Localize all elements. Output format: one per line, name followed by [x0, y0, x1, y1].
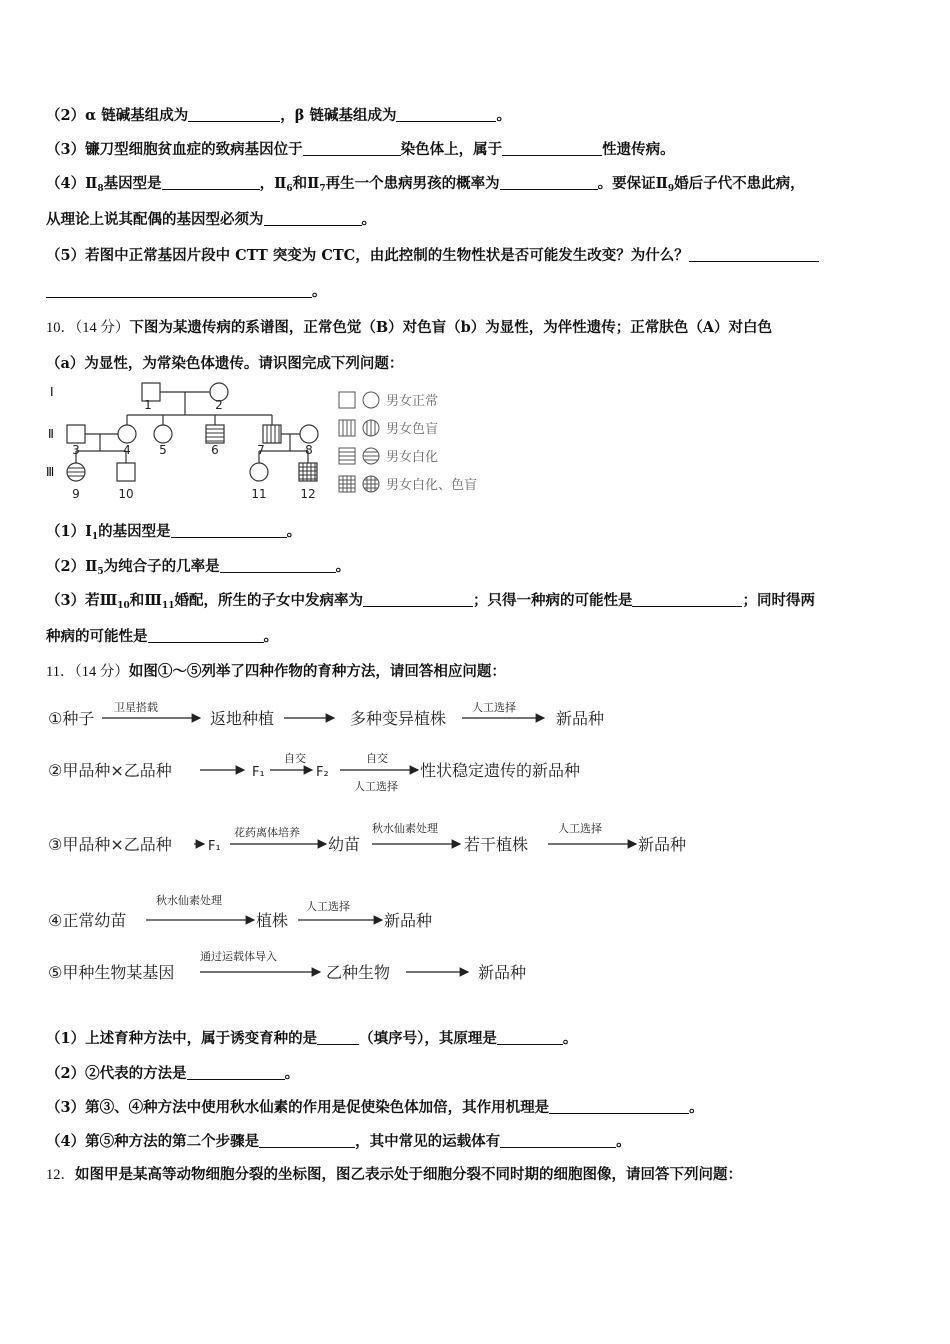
q9-part2: （2）α 链碱基组成为 ，β 链碱基组成为 。 — [46, 107, 511, 124]
answer-blank[interactable] — [148, 628, 264, 643]
legend-colorblind: 男女色盲 — [386, 422, 439, 437]
legend-both: 男女白化、色盲 — [386, 478, 478, 493]
answer-blank[interactable] — [317, 1030, 359, 1045]
row2-f2: F₂ — [316, 765, 329, 780]
id-label: 10 — [118, 487, 134, 501]
row3-mid1: 幼苗 — [328, 835, 361, 854]
row2-start: ②甲品种×乙品种 — [48, 761, 172, 780]
row1-start: ①种子 — [48, 709, 95, 728]
q10-stem-cont: （a）为显性，为常染色体遗传。请识图完成下列问题： — [46, 355, 404, 372]
answer-blank[interactable] — [303, 141, 401, 156]
arrow-label: 自交 — [284, 752, 306, 765]
arrow-label: 秋水仙素处理 — [156, 894, 222, 907]
q11-part4: （4）第⑤种方法的第二个步骤是 ，其中常见的运载体有 。 — [46, 1133, 631, 1150]
q9-part4: $(4)Ⅱ_8$基因型是 ，$Ⅱ_6$和$Ⅱ_7$再生一个患病男孩的概率为 。要保证$Ⅱ_9$婚后子代不患此病， — [46, 175, 805, 194]
row4-end: 新品种 — [384, 911, 433, 930]
q10-part1: $(1)Ⅰ_1$的基因型是 。 — [46, 523, 302, 542]
id-label: 9 — [72, 487, 80, 501]
answer-blank[interactable] — [188, 107, 280, 122]
id-label: 11 — [251, 487, 267, 501]
row5-start: ⑤甲种生物某基因 — [48, 963, 175, 982]
id-label: 6 — [211, 443, 219, 457]
row5-mid1: 乙种生物 — [326, 963, 391, 982]
row2-f1: F₁ — [252, 765, 265, 780]
legend-normal: 男女正常 — [386, 394, 439, 409]
answer-blank[interactable] — [632, 592, 742, 607]
id-label: 2 — [215, 398, 223, 412]
answer-blank[interactable] — [187, 1065, 285, 1080]
answer-blank[interactable] — [502, 141, 602, 156]
legend-albino: 男女白化 — [386, 450, 439, 465]
arrow-label: 自交 — [366, 752, 388, 765]
individual-II6 — [206, 425, 224, 443]
individual-II3 — [67, 425, 85, 443]
answer-blank[interactable] — [396, 107, 496, 122]
row3-end: 新品种 — [638, 835, 687, 854]
q10-part3: （3）若$Ⅲ_{10}$和$Ⅲ_{11}$婚配，所生的子女中发病率为 ；只得一种病的可能性是 ；同时得两 — [46, 592, 815, 611]
answer-blank[interactable] — [46, 283, 312, 298]
row1-mid1: 返地种植 — [210, 709, 275, 728]
individual-II5 — [154, 425, 172, 443]
q10-part2: $(2)Ⅱ_5$为纯合子的几率是 。 — [46, 558, 351, 577]
id-label: 7 — [257, 443, 265, 457]
individual-II8 — [300, 425, 318, 443]
generation-label: Ⅲ — [46, 465, 55, 479]
id-label: 8 — [305, 443, 313, 457]
id-label: 5 — [159, 443, 167, 457]
generation-label: Ⅱ — [48, 427, 54, 441]
row4-start: ④正常幼苗 — [48, 911, 127, 930]
q9-part5-cont: 。 — [46, 280, 327, 301]
q12-stem: 12．如图甲是某高等动物细胞分裂的坐标图，图乙表示处于细胞分裂不同时期的细胞图像，请回答下列问题： — [46, 1166, 742, 1183]
individual-III12 — [299, 463, 317, 481]
row4-mid1: 植株 — [256, 911, 289, 930]
pedigree-chart — [40, 378, 510, 506]
answer-blank[interactable] — [264, 211, 362, 226]
id-label: 4 — [123, 443, 131, 457]
q9-part5: （5）若图中正常基因片段中 CTT 突变为 CTC，由此控制的生物性状是否可能发生改变？为什么？ — [46, 244, 819, 265]
answer-blank[interactable] — [689, 247, 819, 262]
answer-blank[interactable] — [497, 1030, 563, 1045]
answer-blank[interactable] — [162, 175, 260, 190]
individual-III10 — [117, 463, 135, 481]
answer-blank[interactable] — [171, 523, 287, 538]
q11-part3: （3）第③、④种方法中使用秋水仙素的作用是促使染色体加倍，其作用机理是 。 — [46, 1099, 704, 1116]
arrow-label: 通过运载体导入 — [200, 950, 277, 963]
row3-mid2: 若干植株 — [464, 835, 529, 854]
q9-part4-cont: 从理论上说其配偶的基因型必须为 。 — [46, 211, 376, 228]
q9-part3: （3）镰刀型细胞贫血症的致病基因位于 染色体上，属于 性遗传病。 — [46, 141, 675, 158]
row3-start: ③甲品种×乙品种 — [48, 835, 172, 854]
answer-blank[interactable] — [363, 592, 473, 607]
row1-mid2: 多种变异植株 — [350, 709, 447, 728]
q11-part1: （1）上述育种方法中，属于诱变育种的是 （填序号），其原理是 。 — [46, 1030, 578, 1047]
answer-blank[interactable] — [220, 558, 336, 573]
row5-end: 新品种 — [478, 963, 527, 982]
row1-end: 新品种 — [556, 709, 605, 728]
id-label: 1 — [144, 398, 152, 412]
id-label: 12 — [300, 487, 316, 501]
individual-II4 — [118, 425, 136, 443]
answer-blank[interactable] — [259, 1133, 355, 1148]
arrow-label: 秋水仙素处理 — [372, 822, 438, 835]
answer-blank[interactable] — [549, 1099, 689, 1114]
individual-II7 — [263, 425, 281, 443]
answer-blank[interactable] — [500, 175, 598, 190]
arrow-label: 人工选择 — [558, 822, 602, 835]
q10-stem: 10．（14 分）下图为某遗传病的系谱图，正常色觉（B）对色盲（b）为显性，为伴性遗传；正常肤色（A）对白色 — [46, 319, 773, 336]
q11-part2: （2）②代表的方法是 。 — [46, 1065, 300, 1082]
arrow-label: 卫星搭载 — [114, 701, 158, 714]
row2-end: 性状稳定遗传的新品种 — [420, 761, 581, 780]
breeding-diagram — [44, 694, 724, 990]
generation-label: Ⅰ — [50, 385, 54, 399]
q10-part3-cont: 种病的可能性是 。 — [46, 628, 278, 645]
answer-blank[interactable] — [500, 1133, 616, 1148]
individual-III11 — [250, 463, 268, 481]
id-label: 3 — [72, 443, 80, 457]
arrow-label: 花药离体培养 — [234, 826, 300, 839]
arrow-label: 人工选择 — [472, 701, 516, 714]
row3-f1: F₁ — [208, 839, 221, 854]
arrow-label: 人工选择 — [306, 900, 350, 913]
arrow-label: 人工选择 — [354, 780, 398, 793]
q11-stem: 11．（14 分）如图①～⑤列举了四种作物的育种方法，请回答相应问题： — [46, 663, 506, 680]
